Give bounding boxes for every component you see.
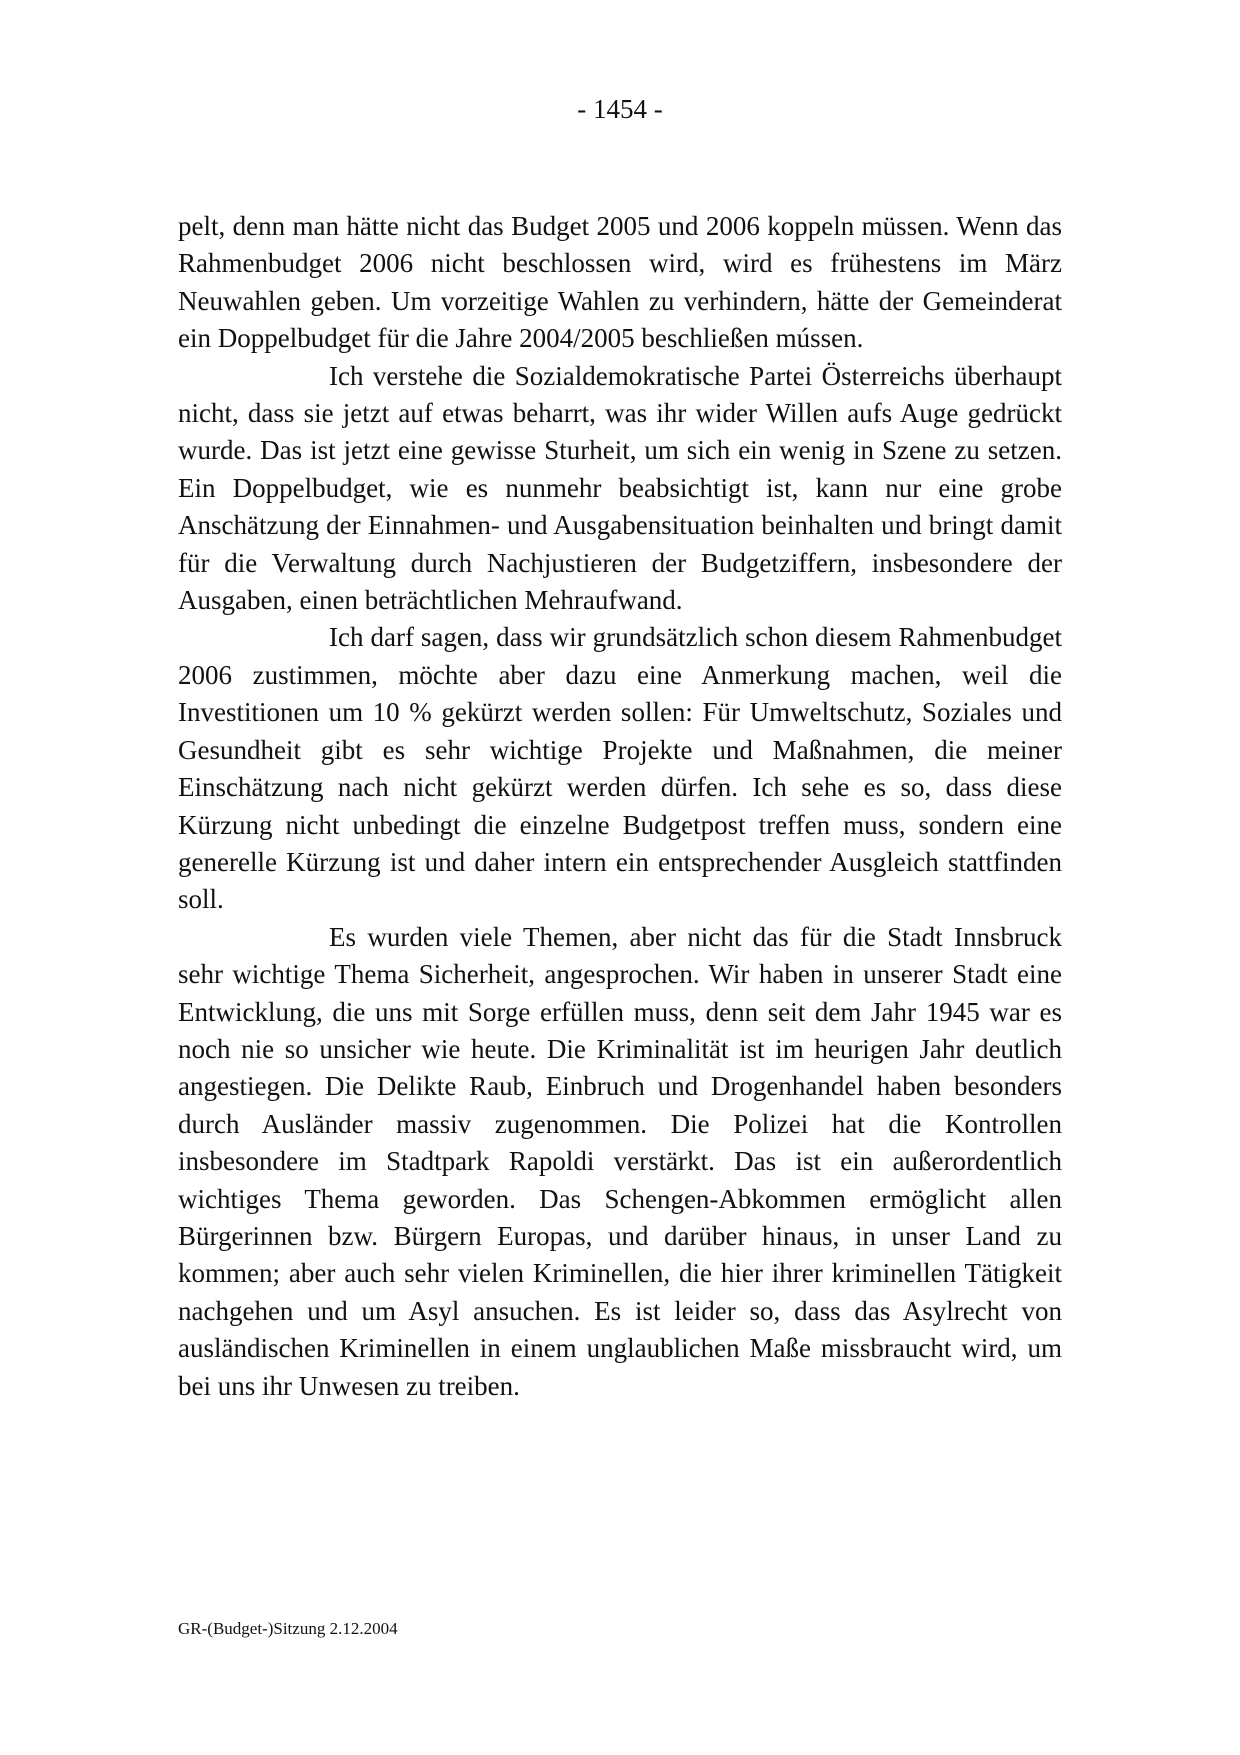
paragraph-1: pelt, denn man hätte nicht das Budget 2005 und 2006 koppeln müssen. Wenn das Rahmenbudget 2006 nicht beschlossen wird, wird es frühestens im März Neuwahlen geben. Um vorzeitige Wahlen zu verhindern, hätte der Gemeinderat ein Doppelbudget für die Jahre 2004/2005 beschließen mússen. [178,211,1062,354]
paragraph-3: Ich darf sagen, dass wir grundsätzlich schon diesem Rahmenbudget 2006 zustimmen, möchte aber dazu eine Anmerkung machen, weil die Investitionen um 10 % gekürzt werden sollen: Für Umweltschutz, Soziales und Gesundheit gibt es sehr wichtige Projekte und Maßnahmen, die meiner Einschätzung nach nicht gekürzt werden dürfen. Ich sehe es so, dass diese Kürzung nicht unbedingt die einzelne Budgetpost treffen muss, sondern eine generelle Kürzung ist und daher intern ein entsprechender Ausgleich stattfinden soll. [178,622,1062,915]
page-number: - 1454 - [577,94,663,124]
paragraph-4: Es wurden viele Themen, aber nicht das für die Stadt Innsbruck sehr wichtige Thema Sicherheit, angesprochen. Wir haben in unserer Stadt eine Entwicklung, die uns mit Sorge erfüllen muss, denn seit dem Jahr 1945 war es noch nie so unsicher wie heute. Die Kriminalität ist im heurigen Jahr deutlich angestiegen. Die Delikte Raub, Einbruch und Drogenhandel haben besonders durch Ausländer massiv zugenommen. Die Polizei hat die Kontrollen insbesondere im Stadtpark Rapoldi verstärkt. Das ist ein außerordentlich wichtiges Thema geworden. Das Schengen-Abkommen ermöglicht allen Bürgerinnen bzw. Bürgern Europas, und darüber hinaus, in unser Land zu kommen; aber auch sehr vielen Kriminellen, die hier ihrer kriminellen Tätigkeit nachgehen und um Asyl ansuchen. Es ist leider so, dass das Asylrecht von ausländischen Kriminellen in einem unglaublichen Maße missbraucht wird, um bei uns ihr Unwesen zu treiben. [178,921,1062,1401]
paragraph-2: Ich verstehe die Sozialdemokratische Partei Österreichs überhaupt nicht, dass sie jetzt auf etwas beharrt, was ihr wider Willen aufs Auge gedrückt wurde. Das ist jetzt eine gewisse Sturheit, um sich ein wenig in Szene zu setzen. Ein Doppelbudget, wie es nunmehr beabsichtigt ist, kann nur eine grobe Anschätzung der Einnahmen- und Ausgabensituation beinhalten und bringt damit für die Verwaltung durch Nachjustieren der Budgetziffern, insbesondere der Ausgaben, einen beträchtlichen Mehraufwand. [178,360,1062,616]
body-text [178,208,1062,1405]
footer-session-note: GR-(Budget-)Sitzung 2.12.2004 [178,1619,398,1638]
